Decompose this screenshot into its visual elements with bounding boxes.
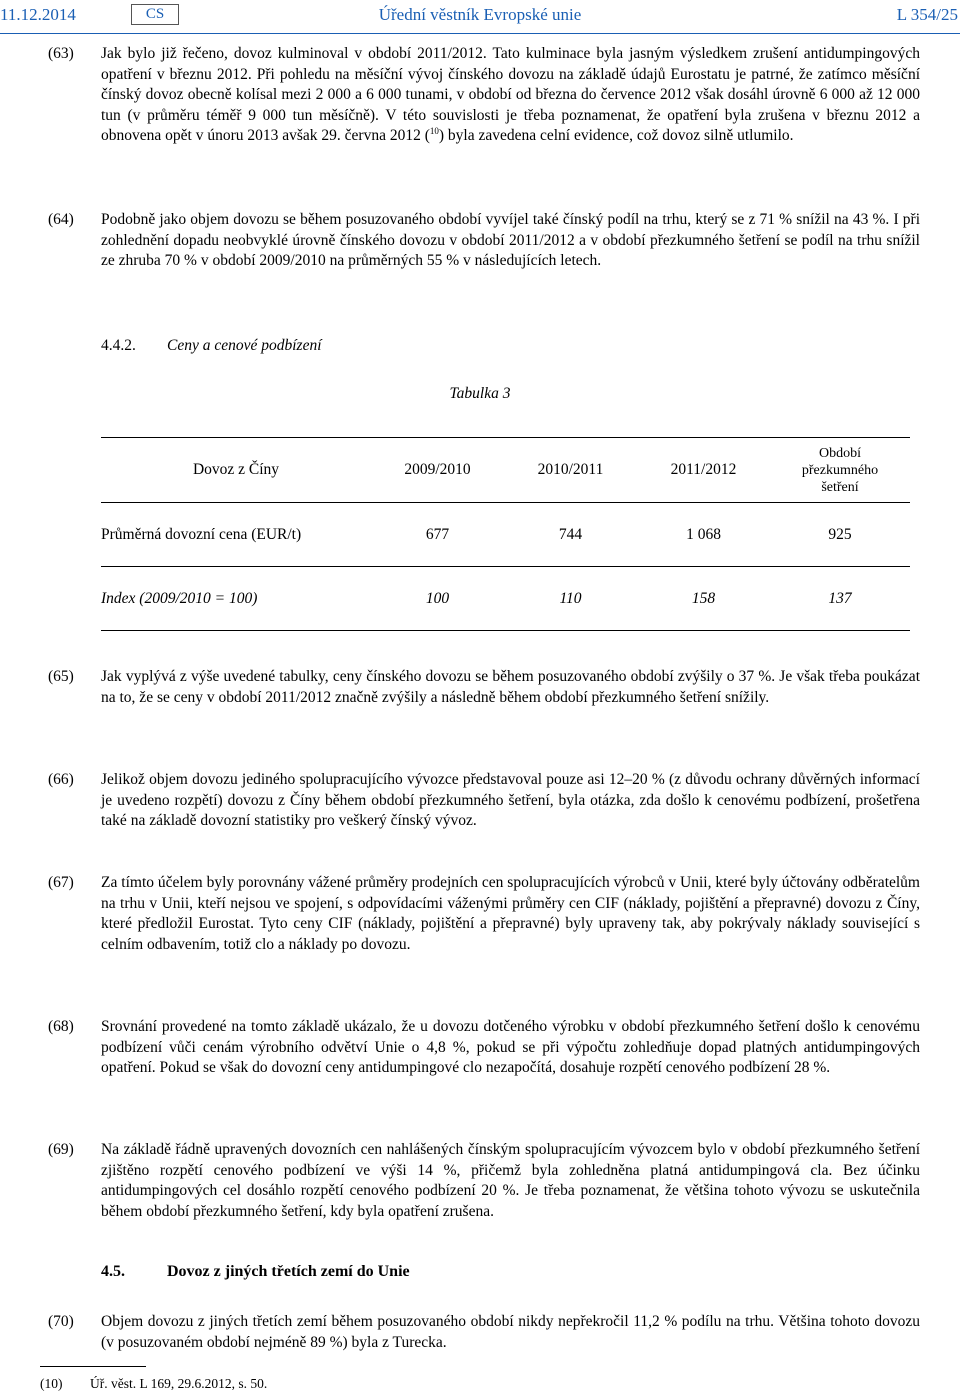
paragraph-text-part: ) byla zavedena celní evidence, což dovoz silně utlumilo.	[438, 127, 794, 144]
table-row	[101, 567, 910, 631]
header-rule	[0, 33, 960, 34]
table-header-cell: 2011/2012	[637, 438, 770, 503]
paragraph-number: (70)	[48, 1313, 74, 1330]
section-number: 4.5.	[101, 1263, 125, 1280]
paragraph-66	[40, 770, 920, 832]
paragraph-69	[40, 1140, 920, 1222]
paragraph-text: Jelikož objem dovozu jediného spolupracujícího vývozce představoval pouze asi 12–20 % (z důvodu ochrany důvěrných informací je uvedeno rozpětí) dovozu z Číny během období přezkumného šetření, byla otázka, zda došlo k cenovému podbízení, prošetřena také na základě dovozní statistiky pro veškerý čínský vývoz.	[101, 771, 920, 829]
footnote-ref[interactable]: 10	[429, 126, 439, 136]
table-header-cell: 2010/2011	[504, 438, 637, 503]
paragraph-number: (66)	[48, 771, 74, 788]
price-table	[101, 437, 910, 631]
footnote-rule	[40, 1366, 146, 1367]
footnote	[40, 1376, 267, 1392]
header-line: Období	[819, 445, 861, 461]
paragraph-68	[40, 1017, 920, 1079]
paragraph-63	[40, 44, 920, 147]
language-badge: CS	[131, 4, 179, 25]
page-reference: L 354/25	[896, 5, 958, 24]
paragraph-70	[40, 1312, 920, 1353]
paragraph-text: Podobně jako objem dovozu se během posuzovaného období vyvíjel také čínský podíl na trhu, který se z 71 % snížil na 43 %. I při zohlednění dopadu neobvyklé úrovně čínského dovozu v období 2011/2012 a v období přezkumného šetření se podíl na trhu snížil ze zhruba 70 % v období 2009/2010 na průměrných 55 % v následujících letech.	[101, 211, 920, 269]
journal-title: Úřední věstník Evropské unie	[378, 5, 582, 24]
subsection-heading	[101, 337, 322, 355]
row-label: Index (2009/2010 = 100)	[101, 567, 371, 631]
table-caption: Tabulka 3	[449, 385, 511, 402]
footnote-number: (10)	[40, 1376, 63, 1391]
paragraph-number: (67)	[48, 874, 74, 891]
paragraph-number: (64)	[48, 211, 74, 228]
table-cell: 677	[371, 503, 504, 567]
header-date: 11.12.2014	[0, 5, 76, 24]
page-header	[0, 2, 960, 28]
paragraph-67	[40, 873, 920, 955]
table-header-cell: 2009/2010	[371, 438, 504, 503]
paragraph-number: (68)	[48, 1018, 74, 1035]
table-cell: 110	[504, 567, 637, 631]
paragraph-65	[40, 667, 920, 708]
footnote-text: Úř. věst. L 169, 29.6.2012, s. 50.	[90, 1376, 268, 1391]
table-cell: 158	[637, 567, 770, 631]
table-cell: 137	[770, 567, 910, 631]
table-header-cell	[770, 438, 910, 503]
table-header-row	[101, 438, 910, 503]
section-heading	[101, 1263, 410, 1281]
table-cell: 100	[371, 567, 504, 631]
paragraph-text-part: Jak bylo již řečeno, dovoz kulminoval v období 2011/2012. Tato kulminace byla jasným výsledkem zrušení antidumpingových opatření v březnu 2012. Při pohledu na měsíční vývoj čínského dovozu na základě údajů Eurostatu je patrné, že zatímco měsíční čínský dovoz obecně kolísal mezi 2 000 a 6 000 tunami, v období od března do července 2012 však dosáhl úrovně 6 000 až 12 000 tun (v průměru téměř 9 000 tun měsíčně). V této souvislosti je třeba poznamenat, že opatření byla zrušena v březnu 2012 a obnovena opět v únoru 2013 avšak 29. června 2012 (	[101, 45, 920, 144]
subsection-number: 4.4.2.	[101, 337, 136, 354]
paragraph-number: (63)	[48, 45, 74, 62]
paragraph-text: Za tímto účelem byly porovnány vážené průměry prodejních cen spolupracujících výrobců v Unii, které byly účtovány odběratelům na trhu v Unii, kteří nejsou ve spojení, s odpovídacími váženými průměry cen CIF (náklady, pojištění a přepravné) dovozu z Číny, které předložil Eurostat. Tyto ceny CIF (náklady, pojištění a přepravné) byly upraveny tak, aby pokrývaly náklady související s celním odbavením, totiž clo a náklady po dovozu.	[101, 874, 920, 953]
paragraph-text	[101, 44, 920, 147]
paragraph-text: Srovnání provedené na tomto základě ukázalo, že u dovozu dotčeného výrobku v období přezkumného šetření došlo k cenovému podbízení vůči cenám výrobního odvětví Unie o 4,8 %, pokud se při výpočtu zohledňuje dopad platných antidumpingových opatření. Pokud se však do dovozní ceny antidumpingové clo nezapočítá, dosahuje rozpětí cenového podbízení 28 %.	[101, 1018, 920, 1076]
table-row	[101, 503, 910, 567]
subsection-title: Ceny a cenové podbízení	[167, 337, 322, 354]
table-cell: 744	[504, 503, 637, 567]
paragraph-number: (69)	[48, 1141, 74, 1158]
table-cell: 925	[770, 503, 910, 567]
paragraph-text: Objem dovozu z jiných třetích zemí během posuzovaného období nikdy nepřekročil 11,2 % podílu na trhu. Většina tohoto dovozu (v posuzovaném období nejméně 89 %) byla z Turecka.	[101, 1313, 920, 1351]
paragraph-text: Jak vyplývá z výše uvedené tabulky, ceny čínského dovozu se během posuzovaného období zvýšily o 37 %. Je však třeba poukázat na to, že se ceny v období 2011/2012 značně zvýšily a následně během období přezkumného šetření snížily.	[101, 668, 920, 706]
section-title: Dovoz z jiných třetích zemí do Unie	[167, 1263, 410, 1280]
header-line: šetření	[821, 479, 859, 495]
paragraph-text: Na základě řádně upravených dovozních cen nahlášených čínským spolupracujícím vývozcem bylo v období přezkumného šetření zjištěno rozpětí cenového podbízení ve výši 14 %, přičemž byla zohledněna platná antidumpingová cla. Bez účinku antidumpingových cel dosáhlo rozpětí cenového podbízení 20 %. Je třeba poznamenat, že většina tohoto vývozu se uskutečnila během období přezkumného šetření, kdy byla opatření zrušena.	[101, 1141, 920, 1220]
row-label: Průměrná dovozní cena (EUR/t)	[101, 503, 371, 567]
table-header-cell: Dovoz z Číny	[101, 438, 371, 503]
paragraph-64	[40, 210, 920, 272]
header-line: přezkumného	[801, 462, 879, 478]
paragraph-number: (65)	[48, 668, 74, 685]
table-cell: 1 068	[637, 503, 770, 567]
